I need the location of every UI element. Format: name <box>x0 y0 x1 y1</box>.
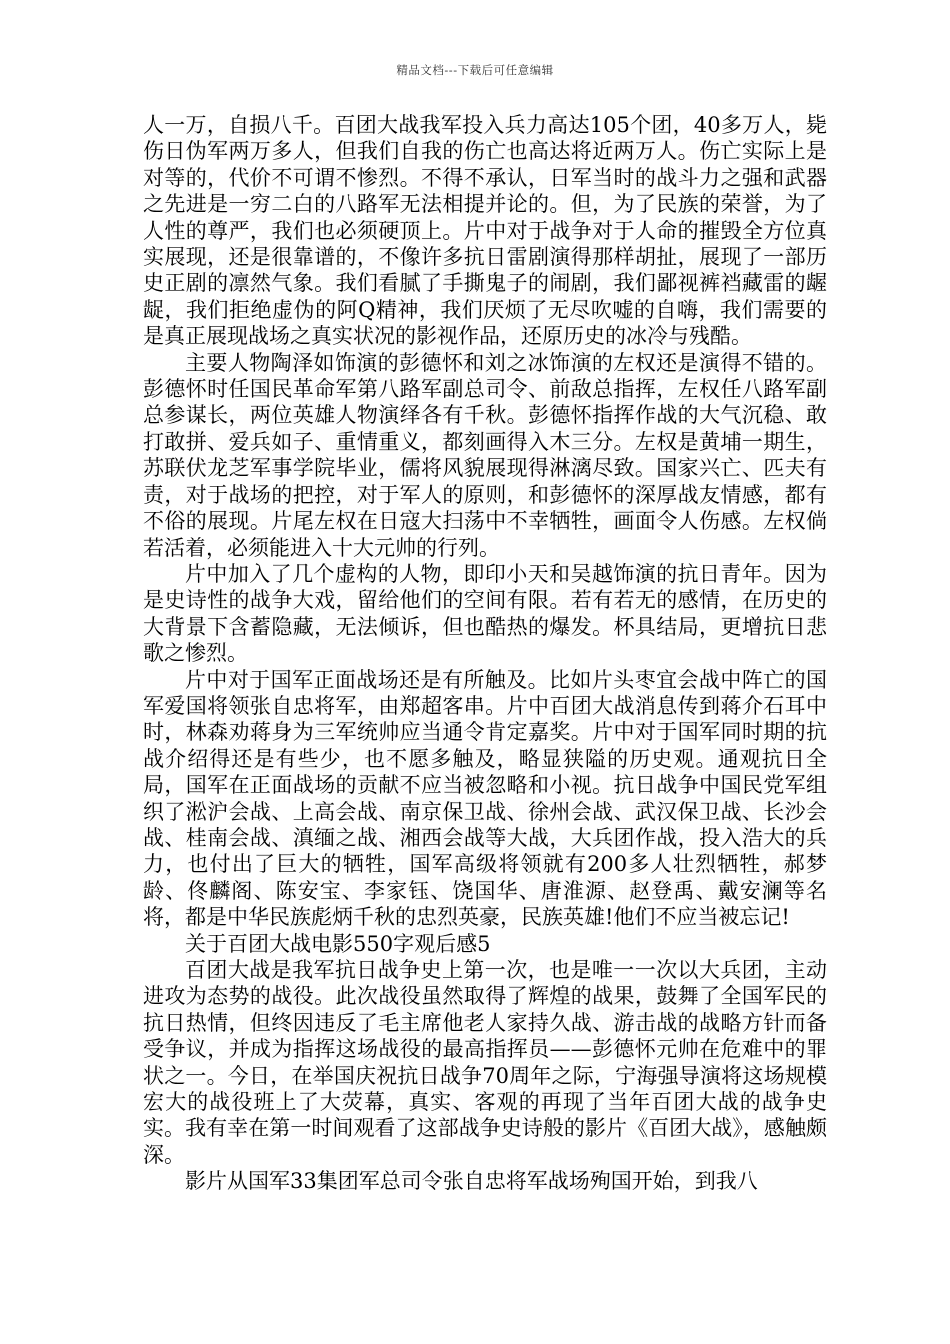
section-heading: 关于百团大战电影550字观后感5 <box>185 931 491 956</box>
body-paragraph-5: 百团大战是我军抗日战争史上第一次，也是唯一一次以大兵团，主动进攻为态势的战役。此次战役虽然取得了辉煌的战果，鼓舞了全国军民的抗日热情，但终因违反了毛主席他老人家持久战、游击战的战略方针而备受争议，并成为指挥这场战役的最高指挥员——彭德怀元帅在危难中的罪状之一。今日，在举国庆祝抗日战争70周年之际，宁海强导演将这场规模宏大的战役班上了大荧幕，真实、客观的再现了当年百团大战的战争史实。我有幸在第一时间观看了这部战争史诗般的影片《百团大战》，感触颇深。 <box>143 958 827 1167</box>
body-paragraph-3: 片中加入了几个虚构的人物，即印小天和吴越饰演的抗日青年。因为是史诗性的战争大戏，留给他们的空间有限。若有若无的感情，在历史的大背景下含蓄隐藏，无法倾诉，但也酷热的爆发。杯具结局，更增抗日悲歌之惨烈。 <box>143 561 827 666</box>
body-paragraph-4: 片中对于国军正面战场还是有所触及。比如片头枣宜会战中阵亡的国军爱国将领张自忠将军，由郑超客串。片中百团大战消息传到蒋介石耳中时，林森劝蒋身为三军统帅应当通令肯定嘉奖。片中对于国军同时期的抗战介绍得还是有些少，也不愿多触及，略显狭隘的历史观。通观抗日全局，国军在正面战场的贡献不应当被忽略和小视。抗日战争中国民党军组织了淞沪会战、上高会战、南京保卫战、徐州会战、武汉保卫战、长沙会战、桂南会战、滇缅之战、湘西会战等大战，大兵团作战，投入浩大的兵力，也付出了巨大的牺牲，国军高级将领就有200多人壮烈牺牲，郝梦龄、佟麟阁、陈安宝、李家钰、饶国华、唐淮源、赵登禹、戴安澜等名将，都是中华民族彪炳千秋的忠烈英豪，民族英雄!他们不应当被忘记! <box>143 667 827 930</box>
body-paragraph-6: 影片从国军33集团军总司令张自忠将军战场殉国开始，到我八 <box>185 1169 758 1194</box>
body-paragraph-2: 主要人物陶泽如饰演的彭德怀和刘之冰饰演的左权还是演得不错的。彭德怀时任国民革命军第八路军副总司令、前敌总指挥，左权任八路军副总参谋长，两位英雄人物演绎各有千秋。彭德怀指挥作战的大气沉稳、敢打敢拼、爱兵如子、重情重义，都刻画得入木三分。左权是黄埔一期生，苏联伏龙芝军事学院毕业，儒将风貌展现得淋漓尽致。国家兴亡、匹夫有责，对于战场的把控，对于军人的原则，和彭德怀的深厚战友情感，都有不俗的展现。片尾左权在日寇大扫荡中不幸牺牲，画面令人伤感。左权倘若活着，必须能进入十大元帅的行列。 <box>143 350 827 560</box>
page-header: 精品文档---下载后可任意编辑 <box>396 63 554 77</box>
document-body <box>143 112 827 1195</box>
body-paragraph-1: 人一万，自损八千。百团大战我军投入兵力高达105个团，40多万人，毙伤日伪军两万多人，但我们自我的伤亡也高达将近两万人。伤亡实际上是对等的，代价不可谓不惨烈。不得不承认，日军当时的战斗力之强和武器之先进是一穷二白的八路军无法相提并论的。但，为了民族的荣誉，为了人性的尊严，我们也必须硬顶上。片中对于战争对于人命的摧毁全方位真实展现，还是很靠谱的，不像许多抗日雷剧演得那样胡扯，展现了一部历史正剧的凛然气象。我们看腻了手撕鬼子的闹剧，我们鄙视裤裆藏雷的龌龊，我们拒绝虚伪的阿Q精神，我们厌烦了无尽吹嘘的自嗨，我们需要的是真正展现战场之真实状况的影视作品，还原历史的冰冷与残酷。 <box>143 113 827 349</box>
